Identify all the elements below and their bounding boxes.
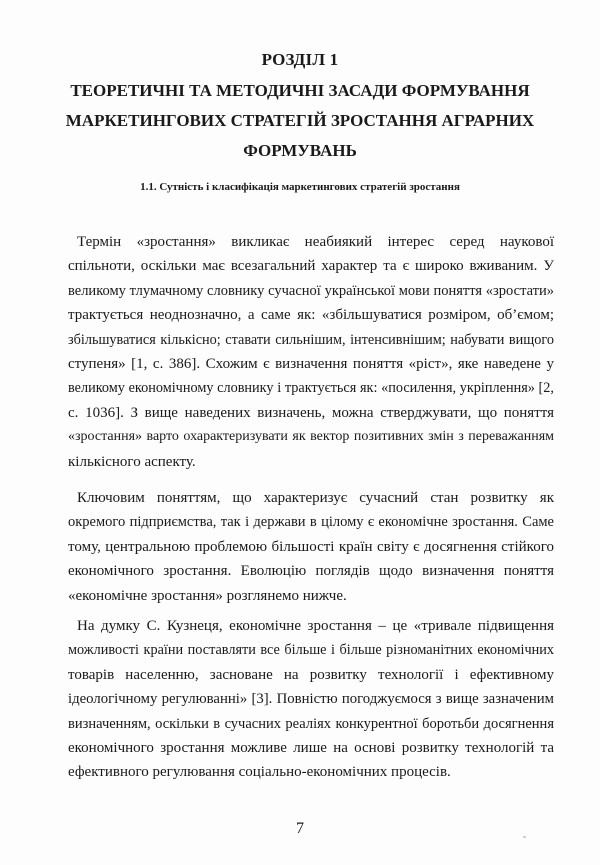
paragraph-line: кількісного аспекту. [68, 453, 196, 470]
paragraph-line: ідеологічному регулюванні» [3]. Повністю погоджуємося з вище зазначеним [68, 691, 554, 708]
paragraph-1 [68, 230, 554, 474]
paragraph-line: На думку С. Кузнеця, економічне зростання – це «тривале підвищення [77, 618, 554, 634]
paragraph-line: с. 1036]. З вище наведених визначень, можна стверджувати, що поняття [68, 404, 554, 421]
scan-speck [523, 836, 526, 838]
paragraph-line: Термін «зростання» викликає неабиякий інтерес серед наукової [77, 234, 554, 250]
paragraph-line: великому економічному словнику і трактується як: «посилення, укріплення» [2, [68, 380, 554, 397]
chapter-title-line: ТЕОРЕТИЧНІ ТА МЕТОДИЧНІ ЗАСАДИ ФОРМУВАННЯ [70, 81, 530, 100]
paragraph-line: збільшуватися кількісно; ставати сильнішим, інтенсивнішим; набувати вищого [68, 331, 554, 348]
paragraph-line: окремого підприємства, так і держави в цілому є економічне зростання. Саме [68, 514, 554, 531]
paragraph-line: ступеня» [1, с. 386]. Схожим є визначення поняття «ріст», яке наведене у [68, 355, 554, 372]
paragraph-line: економічного зростання можливе лише на основі розвитку технологій та [68, 739, 554, 756]
paragraph-line: трактується неоднозначно, а саме як: «збільшуватися розміром, об’ємом; [68, 307, 554, 324]
chapter-title-line: ФОРМУВАНЬ [243, 141, 357, 160]
chapter-label: РОЗДІЛ 1 [261, 50, 339, 69]
page-number: 7 [296, 820, 304, 837]
paragraph-2 [68, 486, 554, 608]
paragraph-line: спільноти, оскільки має всезагальний характер та є широко вживаним. У [68, 258, 554, 275]
paragraph-line: Ключовим поняттям, що характеризує сучасний стан розвитку як [77, 490, 554, 506]
paragraph-line: ефективного регулювання соціально-економічних процесів. [68, 764, 451, 781]
chapter-title-line: МАРКЕТИНГОВИХ СТРАТЕГІЙ ЗРОСТАННЯ АГРАРНИХ [65, 111, 535, 130]
paragraph-line: «економічне зростання» розглянемо нижче. [68, 587, 347, 604]
paragraph-line: товарів населенню, засноване на розвитку технології і ефективному [68, 666, 554, 683]
paragraph-line: визначенням, оскільки в сучасних реаліях конкурентної боротьби досягнення [68, 715, 554, 732]
paragraph-line: «зростання» варто охарактеризувати як вектор позитивних змін з переважанням [68, 429, 554, 445]
paragraph-line: тому, центральною проблемою більшості країн світу є досягнення стійкого [68, 538, 554, 555]
paragraph-line: економічного зростання. Еволюцію поглядів щодо визначення поняття [68, 563, 554, 580]
paragraph-line: можливості країни поставляти все більше і більше різноманітних економічних [68, 642, 554, 659]
section-title: 1.1. Сутність і класифікація маркетингових стратегій зростання [140, 181, 460, 193]
chapter-title [60, 76, 540, 166]
paragraph-line: великому тлумачному словнику сучасної української мови поняття «зростати» [68, 282, 554, 299]
paragraph-3 [68, 614, 554, 785]
